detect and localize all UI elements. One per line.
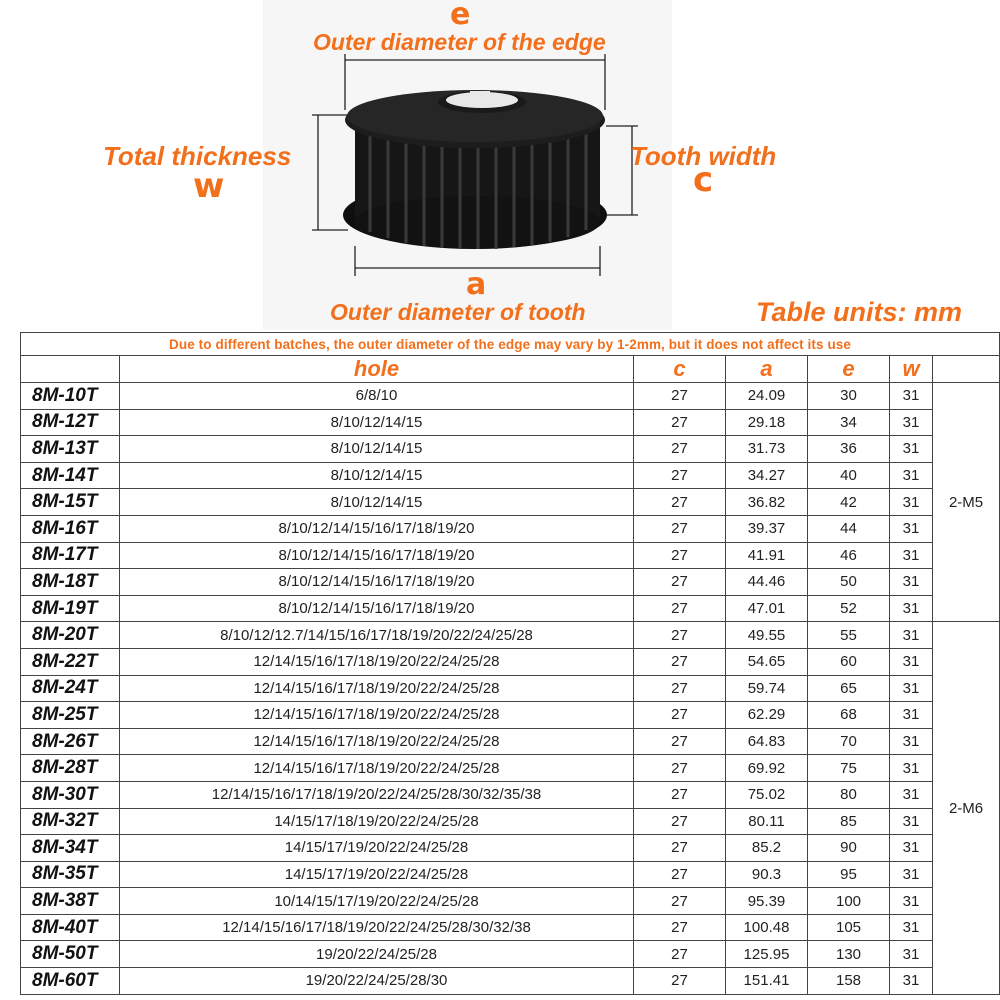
hole-cell: 8/10/12/14/15/16/17/18/19/20 — [120, 595, 634, 622]
table-row — [21, 436, 1000, 463]
e-cell: 130 — [808, 941, 890, 968]
thickness-caption: Total thickness — [103, 141, 292, 171]
a-cell: 69.92 — [726, 755, 808, 782]
table-row — [21, 595, 1000, 622]
w-cell: 31 — [890, 542, 933, 569]
e-cell: 42 — [808, 489, 890, 516]
c-cell: 27 — [634, 383, 726, 410]
header-model — [21, 356, 120, 383]
c-cell: 27 — [634, 515, 726, 542]
hole-cell: 12/14/15/16/17/18/19/20/22/24/25/28 — [120, 675, 634, 702]
hole-cell: 8/10/12/14/15 — [120, 409, 634, 436]
c-cell: 27 — [634, 941, 726, 968]
c-cell: 27 — [634, 409, 726, 436]
w-cell: 31 — [890, 808, 933, 835]
model-cell: 8M-25T — [21, 702, 120, 729]
table-row — [21, 542, 1000, 569]
table-row — [21, 515, 1000, 542]
notice-row — [21, 333, 1000, 356]
e-cell: 158 — [808, 968, 890, 995]
c-cell: 27 — [634, 808, 726, 835]
thickness-letter: w — [193, 166, 225, 206]
edge-diameter-letter: e — [450, 0, 471, 32]
a-cell: 39.37 — [726, 515, 808, 542]
header-screw — [933, 356, 1000, 383]
e-cell: 36 — [808, 436, 890, 463]
a-cell: 34.27 — [726, 462, 808, 489]
c-cell: 27 — [634, 968, 726, 995]
e-cell: 95 — [808, 861, 890, 888]
c-cell: 27 — [634, 436, 726, 463]
w-cell: 31 — [890, 648, 933, 675]
hole-cell: 14/15/17/19/20/22/24/25/28 — [120, 861, 634, 888]
model-cell: 8M-26T — [21, 728, 120, 755]
e-cell: 90 — [808, 835, 890, 862]
table-row — [21, 835, 1000, 862]
a-cell: 95.39 — [726, 888, 808, 915]
hole-cell: 19/20/22/24/25/28 — [120, 941, 634, 968]
w-cell: 31 — [890, 702, 933, 729]
table-row — [21, 755, 1000, 782]
e-cell: 100 — [808, 888, 890, 915]
e-cell: 50 — [808, 569, 890, 596]
table-row — [21, 808, 1000, 835]
a-cell: 54.65 — [726, 648, 808, 675]
e-cell: 46 — [808, 542, 890, 569]
a-cell: 29.18 — [726, 409, 808, 436]
hole-cell: 12/14/15/16/17/18/19/20/22/24/25/28 — [120, 702, 634, 729]
e-cell: 30 — [808, 383, 890, 410]
model-cell: 8M-50T — [21, 941, 120, 968]
c-cell: 27 — [634, 542, 726, 569]
c-cell: 27 — [634, 781, 726, 808]
a-cell: 47.01 — [726, 595, 808, 622]
batch-notice: Due to different batches, the outer diameter of the edge may vary by 1-2mm, but it does not affect its use — [21, 333, 1000, 356]
hole-cell: 12/14/15/16/17/18/19/20/22/24/25/28 — [120, 728, 634, 755]
hole-cell: 8/10/12/14/15/16/17/18/19/20 — [120, 542, 634, 569]
a-cell: 64.83 — [726, 728, 808, 755]
model-cell: 8M-40T — [21, 914, 120, 941]
c-cell: 27 — [634, 861, 726, 888]
c-cell: 27 — [634, 595, 726, 622]
w-cell: 31 — [890, 383, 933, 410]
a-cell: 151.41 — [726, 968, 808, 995]
model-cell: 8M-24T — [21, 675, 120, 702]
hole-cell: 8/10/12/14/15/16/17/18/19/20 — [120, 569, 634, 596]
hole-cell: 8/10/12/14/15/16/17/18/19/20 — [120, 515, 634, 542]
c-cell: 27 — [634, 622, 726, 649]
c-cell: 27 — [634, 755, 726, 782]
c-cell: 27 — [634, 914, 726, 941]
model-cell: 8M-35T — [21, 861, 120, 888]
hole-cell: 8/10/12/14/15 — [120, 436, 634, 463]
header-row — [21, 356, 1000, 383]
table-row — [21, 941, 1000, 968]
e-cell: 52 — [808, 595, 890, 622]
table-row — [21, 914, 1000, 941]
model-cell: 8M-18T — [21, 569, 120, 596]
tooth-width-letter: c — [693, 160, 714, 200]
model-cell: 8M-38T — [21, 888, 120, 915]
model-cell: 8M-34T — [21, 835, 120, 862]
model-cell: 8M-19T — [21, 595, 120, 622]
screw-spec-cell: 2-M6 — [933, 622, 1000, 994]
a-cell: 44.46 — [726, 569, 808, 596]
w-cell: 31 — [890, 515, 933, 542]
tooth-diameter-letter: a — [466, 267, 487, 302]
w-cell: 31 — [890, 489, 933, 516]
e-cell: 65 — [808, 675, 890, 702]
pulley-spec-table — [20, 332, 1000, 995]
w-cell: 31 — [890, 941, 933, 968]
hole-cell: 12/14/15/16/17/18/19/20/22/24/25/28 — [120, 755, 634, 782]
table-units-label: Table units: mm — [756, 297, 963, 327]
c-cell: 27 — [634, 888, 726, 915]
w-cell: 31 — [890, 622, 933, 649]
table-row — [21, 383, 1000, 410]
header-c: c — [634, 356, 726, 383]
hole-cell: 19/20/22/24/25/28/30 — [120, 968, 634, 995]
c-cell: 27 — [634, 489, 726, 516]
header-hole: hole — [120, 356, 634, 383]
header-e: e — [808, 356, 890, 383]
w-cell: 31 — [890, 888, 933, 915]
w-cell: 31 — [890, 436, 933, 463]
w-cell: 31 — [890, 755, 933, 782]
pulley-body — [343, 90, 607, 249]
model-cell: 8M-20T — [21, 622, 120, 649]
c-cell: 27 — [634, 569, 726, 596]
c-cell: 27 — [634, 835, 726, 862]
e-cell: 105 — [808, 914, 890, 941]
table-row — [21, 888, 1000, 915]
table-row — [21, 648, 1000, 675]
w-cell: 31 — [890, 595, 933, 622]
e-cell: 34 — [808, 409, 890, 436]
header-w: w — [890, 356, 933, 383]
w-cell: 31 — [890, 914, 933, 941]
w-cell: 31 — [890, 728, 933, 755]
a-cell: 41.91 — [726, 542, 808, 569]
a-cell: 85.2 — [726, 835, 808, 862]
model-cell: 8M-10T — [21, 383, 120, 410]
model-cell: 8M-12T — [21, 409, 120, 436]
c-cell: 27 — [634, 462, 726, 489]
hole-cell: 8/10/12/14/15 — [120, 462, 634, 489]
table-row — [21, 622, 1000, 649]
a-cell: 24.09 — [726, 383, 808, 410]
pulley-illustration — [300, 50, 640, 290]
model-cell: 8M-13T — [21, 436, 120, 463]
table-row — [21, 569, 1000, 596]
w-cell: 31 — [890, 569, 933, 596]
a-cell: 31.73 — [726, 436, 808, 463]
hole-cell: 6/8/10 — [120, 383, 634, 410]
e-cell: 85 — [808, 808, 890, 835]
table-row — [21, 781, 1000, 808]
c-cell: 27 — [634, 702, 726, 729]
model-cell: 8M-30T — [21, 781, 120, 808]
e-cell: 55 — [808, 622, 890, 649]
tooth-diameter-caption: Outer diameter of tooth — [330, 299, 586, 325]
w-cell: 31 — [890, 409, 933, 436]
hole-cell: 8/10/12/12.7/14/15/16/17/18/19/20/22/24/25/28 — [120, 622, 634, 649]
table-row — [21, 968, 1000, 995]
tooth-width-caption: Tooth width — [630, 141, 777, 171]
hole-cell: 12/14/15/16/17/18/19/20/22/24/25/28/30/32/35/38 — [120, 781, 634, 808]
a-cell: 90.3 — [726, 861, 808, 888]
model-cell: 8M-14T — [21, 462, 120, 489]
e-cell: 60 — [808, 648, 890, 675]
model-cell: 8M-22T — [21, 648, 120, 675]
a-cell: 100.48 — [726, 914, 808, 941]
a-cell: 59.74 — [726, 675, 808, 702]
model-cell: 8M-32T — [21, 808, 120, 835]
screw-spec-cell: 2-M5 — [933, 383, 1000, 622]
w-cell: 31 — [890, 861, 933, 888]
hole-cell: 14/15/17/18/19/20/22/24/25/28 — [120, 808, 634, 835]
c-cell: 27 — [634, 648, 726, 675]
edge-diameter-caption: Outer diameter of the edge — [313, 29, 606, 55]
table-row — [21, 861, 1000, 888]
e-cell: 40 — [808, 462, 890, 489]
e-cell: 70 — [808, 728, 890, 755]
table-row — [21, 728, 1000, 755]
model-cell: 8M-16T — [21, 515, 120, 542]
e-cell: 75 — [808, 755, 890, 782]
a-cell: 80.11 — [726, 808, 808, 835]
hole-cell: 12/14/15/16/17/18/19/20/22/24/25/28 — [120, 648, 634, 675]
e-cell: 44 — [808, 515, 890, 542]
a-cell: 125.95 — [726, 941, 808, 968]
model-cell: 8M-60T — [21, 968, 120, 995]
w-cell: 31 — [890, 781, 933, 808]
hole-cell: 14/15/17/19/20/22/24/25/28 — [120, 835, 634, 862]
hole-cell: 10/14/15/17/19/20/22/24/25/28 — [120, 888, 634, 915]
e-cell: 80 — [808, 781, 890, 808]
table-row — [21, 675, 1000, 702]
a-cell: 49.55 — [726, 622, 808, 649]
w-cell: 31 — [890, 462, 933, 489]
a-cell: 36.82 — [726, 489, 808, 516]
c-cell: 27 — [634, 728, 726, 755]
w-cell: 31 — [890, 675, 933, 702]
a-cell: 62.29 — [726, 702, 808, 729]
table-row — [21, 462, 1000, 489]
model-cell: 8M-15T — [21, 489, 120, 516]
c-cell: 27 — [634, 675, 726, 702]
w-cell: 31 — [890, 835, 933, 862]
model-cell: 8M-28T — [21, 755, 120, 782]
e-cell: 68 — [808, 702, 890, 729]
w-cell: 31 — [890, 968, 933, 995]
hole-cell: 12/14/15/16/17/18/19/20/22/24/25/28/30/32/38 — [120, 914, 634, 941]
table-row — [21, 409, 1000, 436]
model-cell: 8M-17T — [21, 542, 120, 569]
table-row — [21, 702, 1000, 729]
header-a: a — [726, 356, 808, 383]
table-row — [21, 489, 1000, 516]
hole-cell: 8/10/12/14/15 — [120, 489, 634, 516]
a-cell: 75.02 — [726, 781, 808, 808]
